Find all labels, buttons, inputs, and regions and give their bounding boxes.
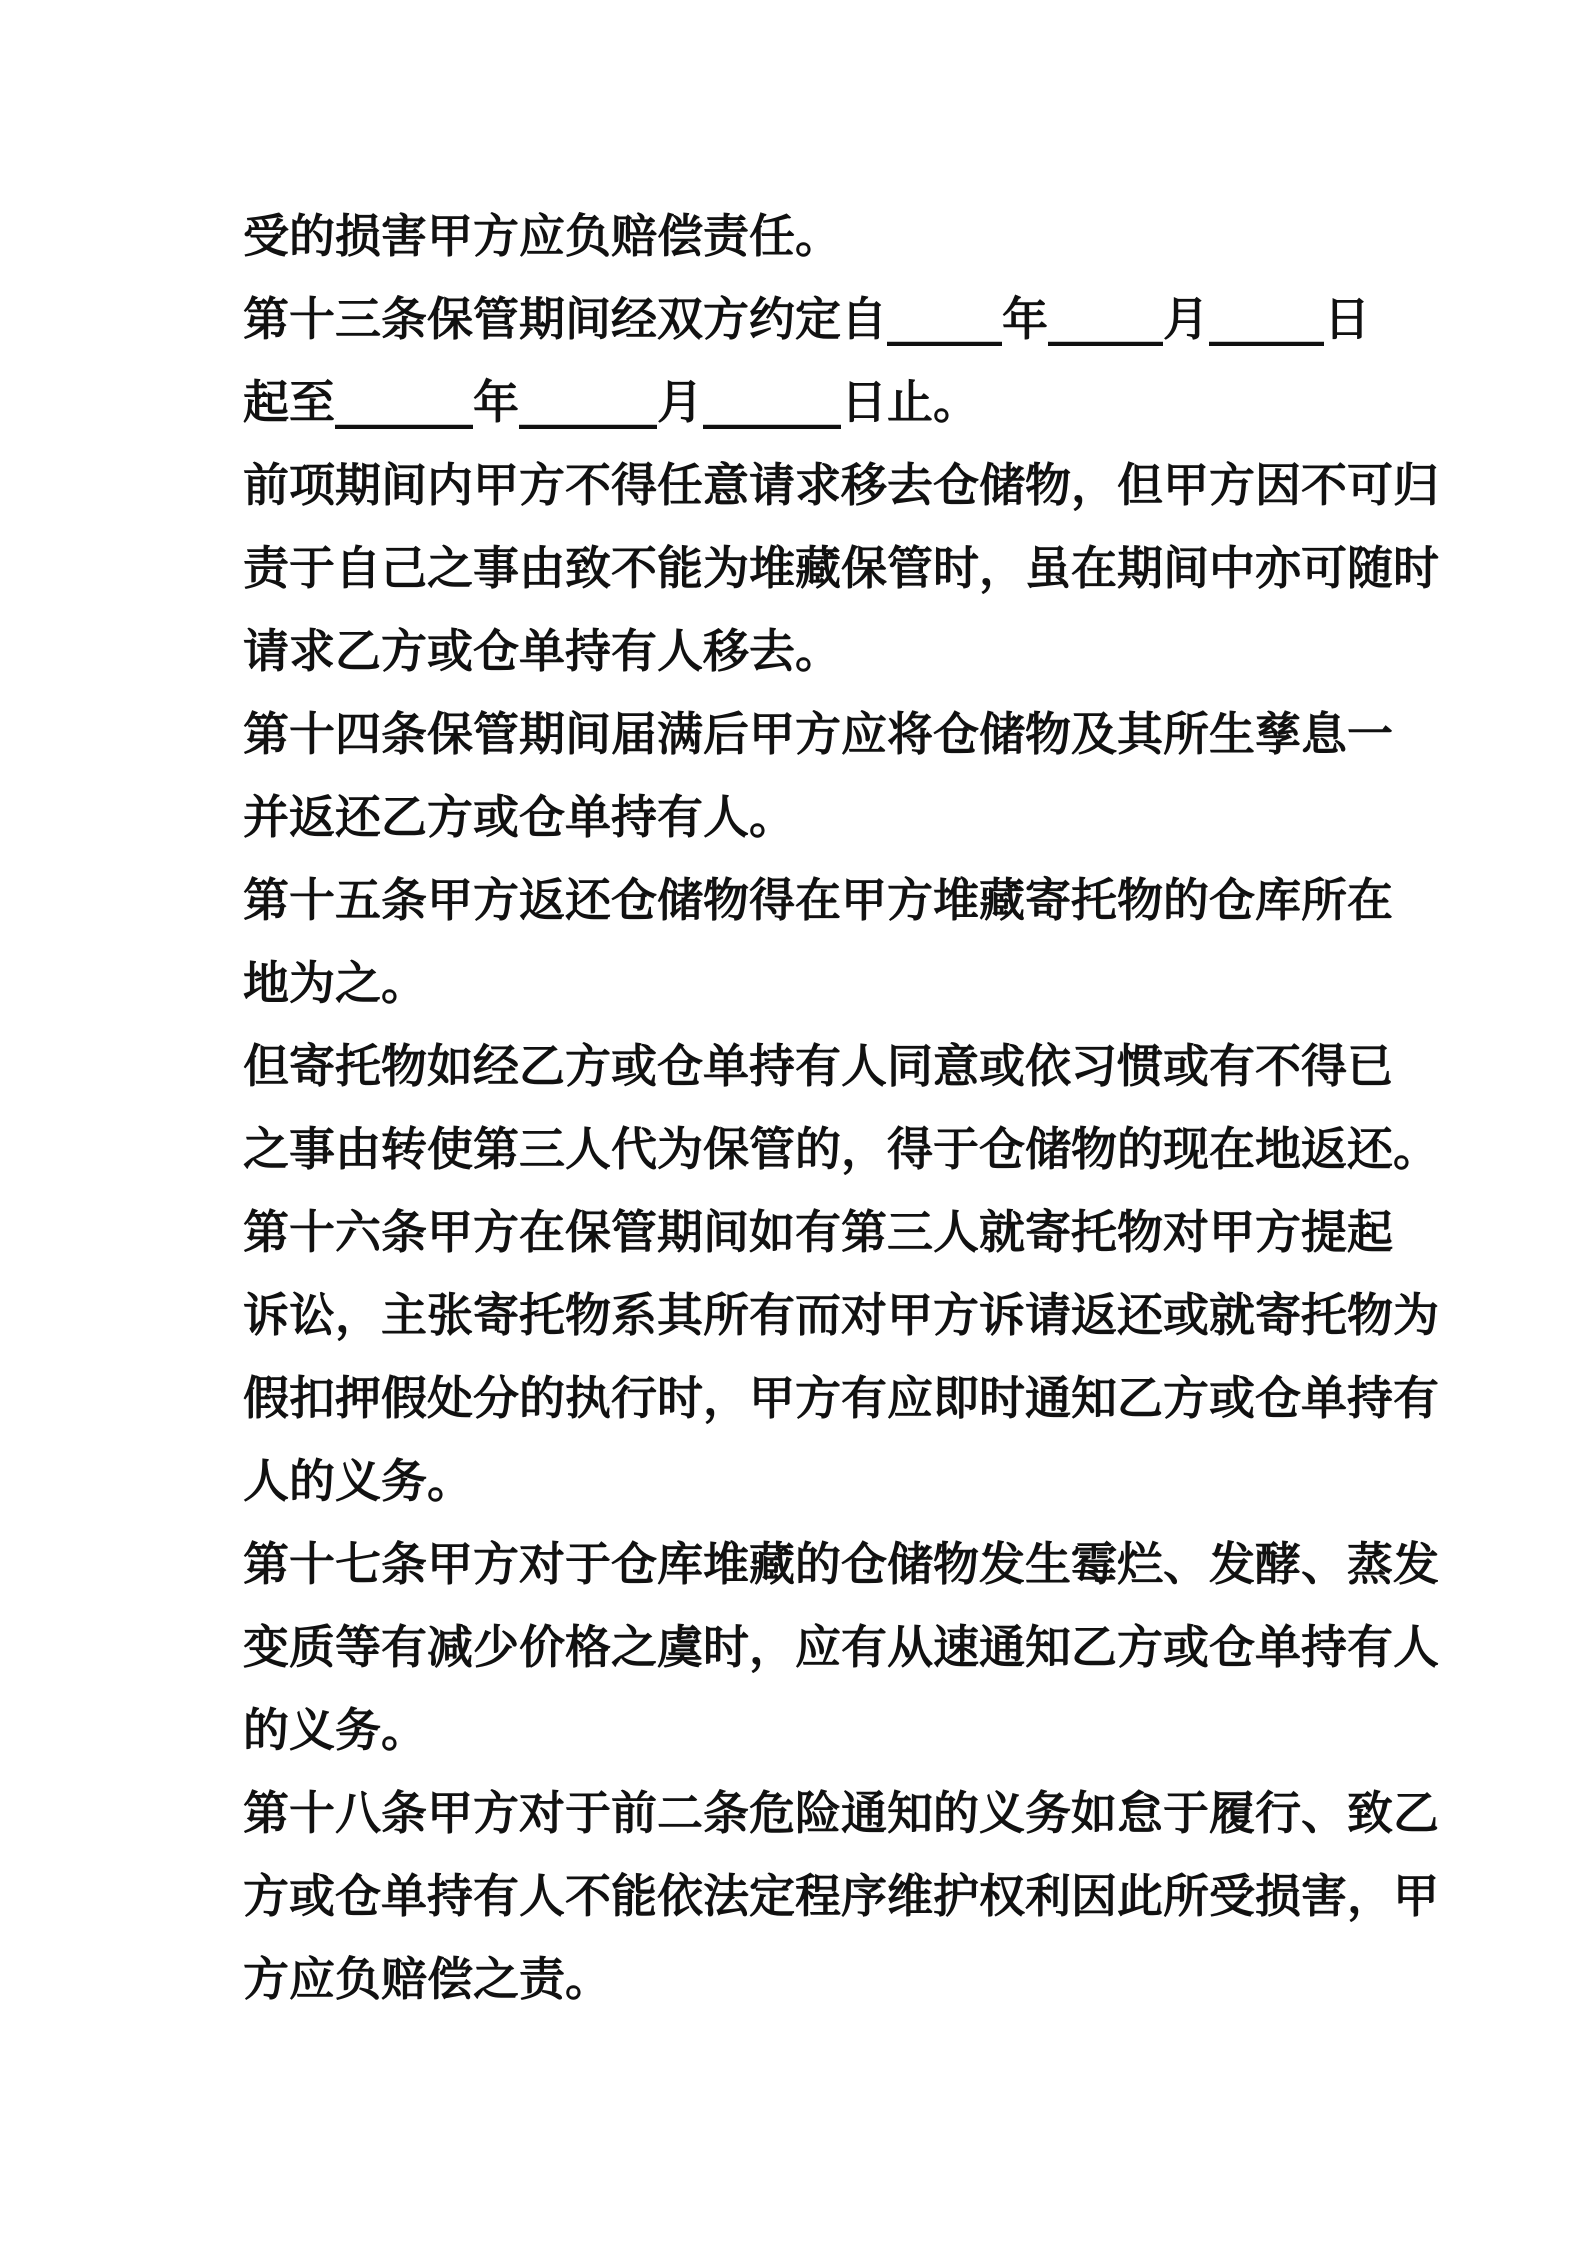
text-line: 责于自己之事由致不能为堆藏保管时，虽在期间中亦可随时 — [243, 541, 1439, 595]
text-line: 前项期间内甲方不得任意请求移去仓储物，但甲方因不可归 — [243, 458, 1439, 512]
text-line: 但寄托物如经乙方或仓单持有人同意或依习惯或有不得已 — [243, 1039, 1393, 1093]
text-line: 第十三条保管期间经双方约定自_____年_____月_____日 — [243, 292, 1370, 346]
text-line: 起至______年______月______日止。 — [243, 375, 979, 429]
text-line: 第十六条甲方在保管期间如有第三人就寄托物对甲方提起 — [243, 1205, 1393, 1259]
text-line: 第十八条甲方对于前二条危险通知的义务如怠于履行、致乙 — [243, 1786, 1439, 1840]
text-line: 请求乙方或仓单持有人移去。 — [243, 624, 841, 678]
text-line: 第十五条甲方返还仓储物得在甲方堆藏寄托物的仓库所在 — [243, 873, 1393, 927]
text-line: 受的损害甲方应负赔偿责任。 — [243, 209, 841, 263]
text-line: 地为之。 — [243, 956, 427, 1010]
text-line: 方应负赔偿之责。 — [243, 1952, 611, 2006]
text-line: 第十四条保管期间届满后甲方应将仓储物及其所生孳息一 — [243, 707, 1393, 761]
text-line: 人的义务。 — [243, 1454, 473, 1508]
text-line: 变质等有减少价格之虞时，应有从速通知乙方或仓单持有人 — [243, 1620, 1439, 1674]
text-line: 之事由转使第三人代为保管的，得于仓储物的现在地返还。 — [243, 1122, 1439, 1176]
text-line: 假扣押假处分的执行时，甲方有应即时通知乙方或仓单持有 — [243, 1371, 1439, 1425]
contract-text — [243, 195, 1439, 2021]
text-line: 第十七条甲方对于仓库堆藏的仓储物发生霉烂、发酵、蒸发 — [243, 1537, 1439, 1591]
text-line: 方或仓单持有人不能依法定程序维护权利因此所受损害，甲 — [243, 1869, 1439, 1923]
text-line: 并返还乙方或仓单持有人。 — [243, 790, 795, 844]
text-line: 的义务。 — [243, 1703, 427, 1757]
text-line: 诉讼，主张寄托物系其所有而对甲方诉请返还或就寄托物为 — [243, 1288, 1439, 1342]
